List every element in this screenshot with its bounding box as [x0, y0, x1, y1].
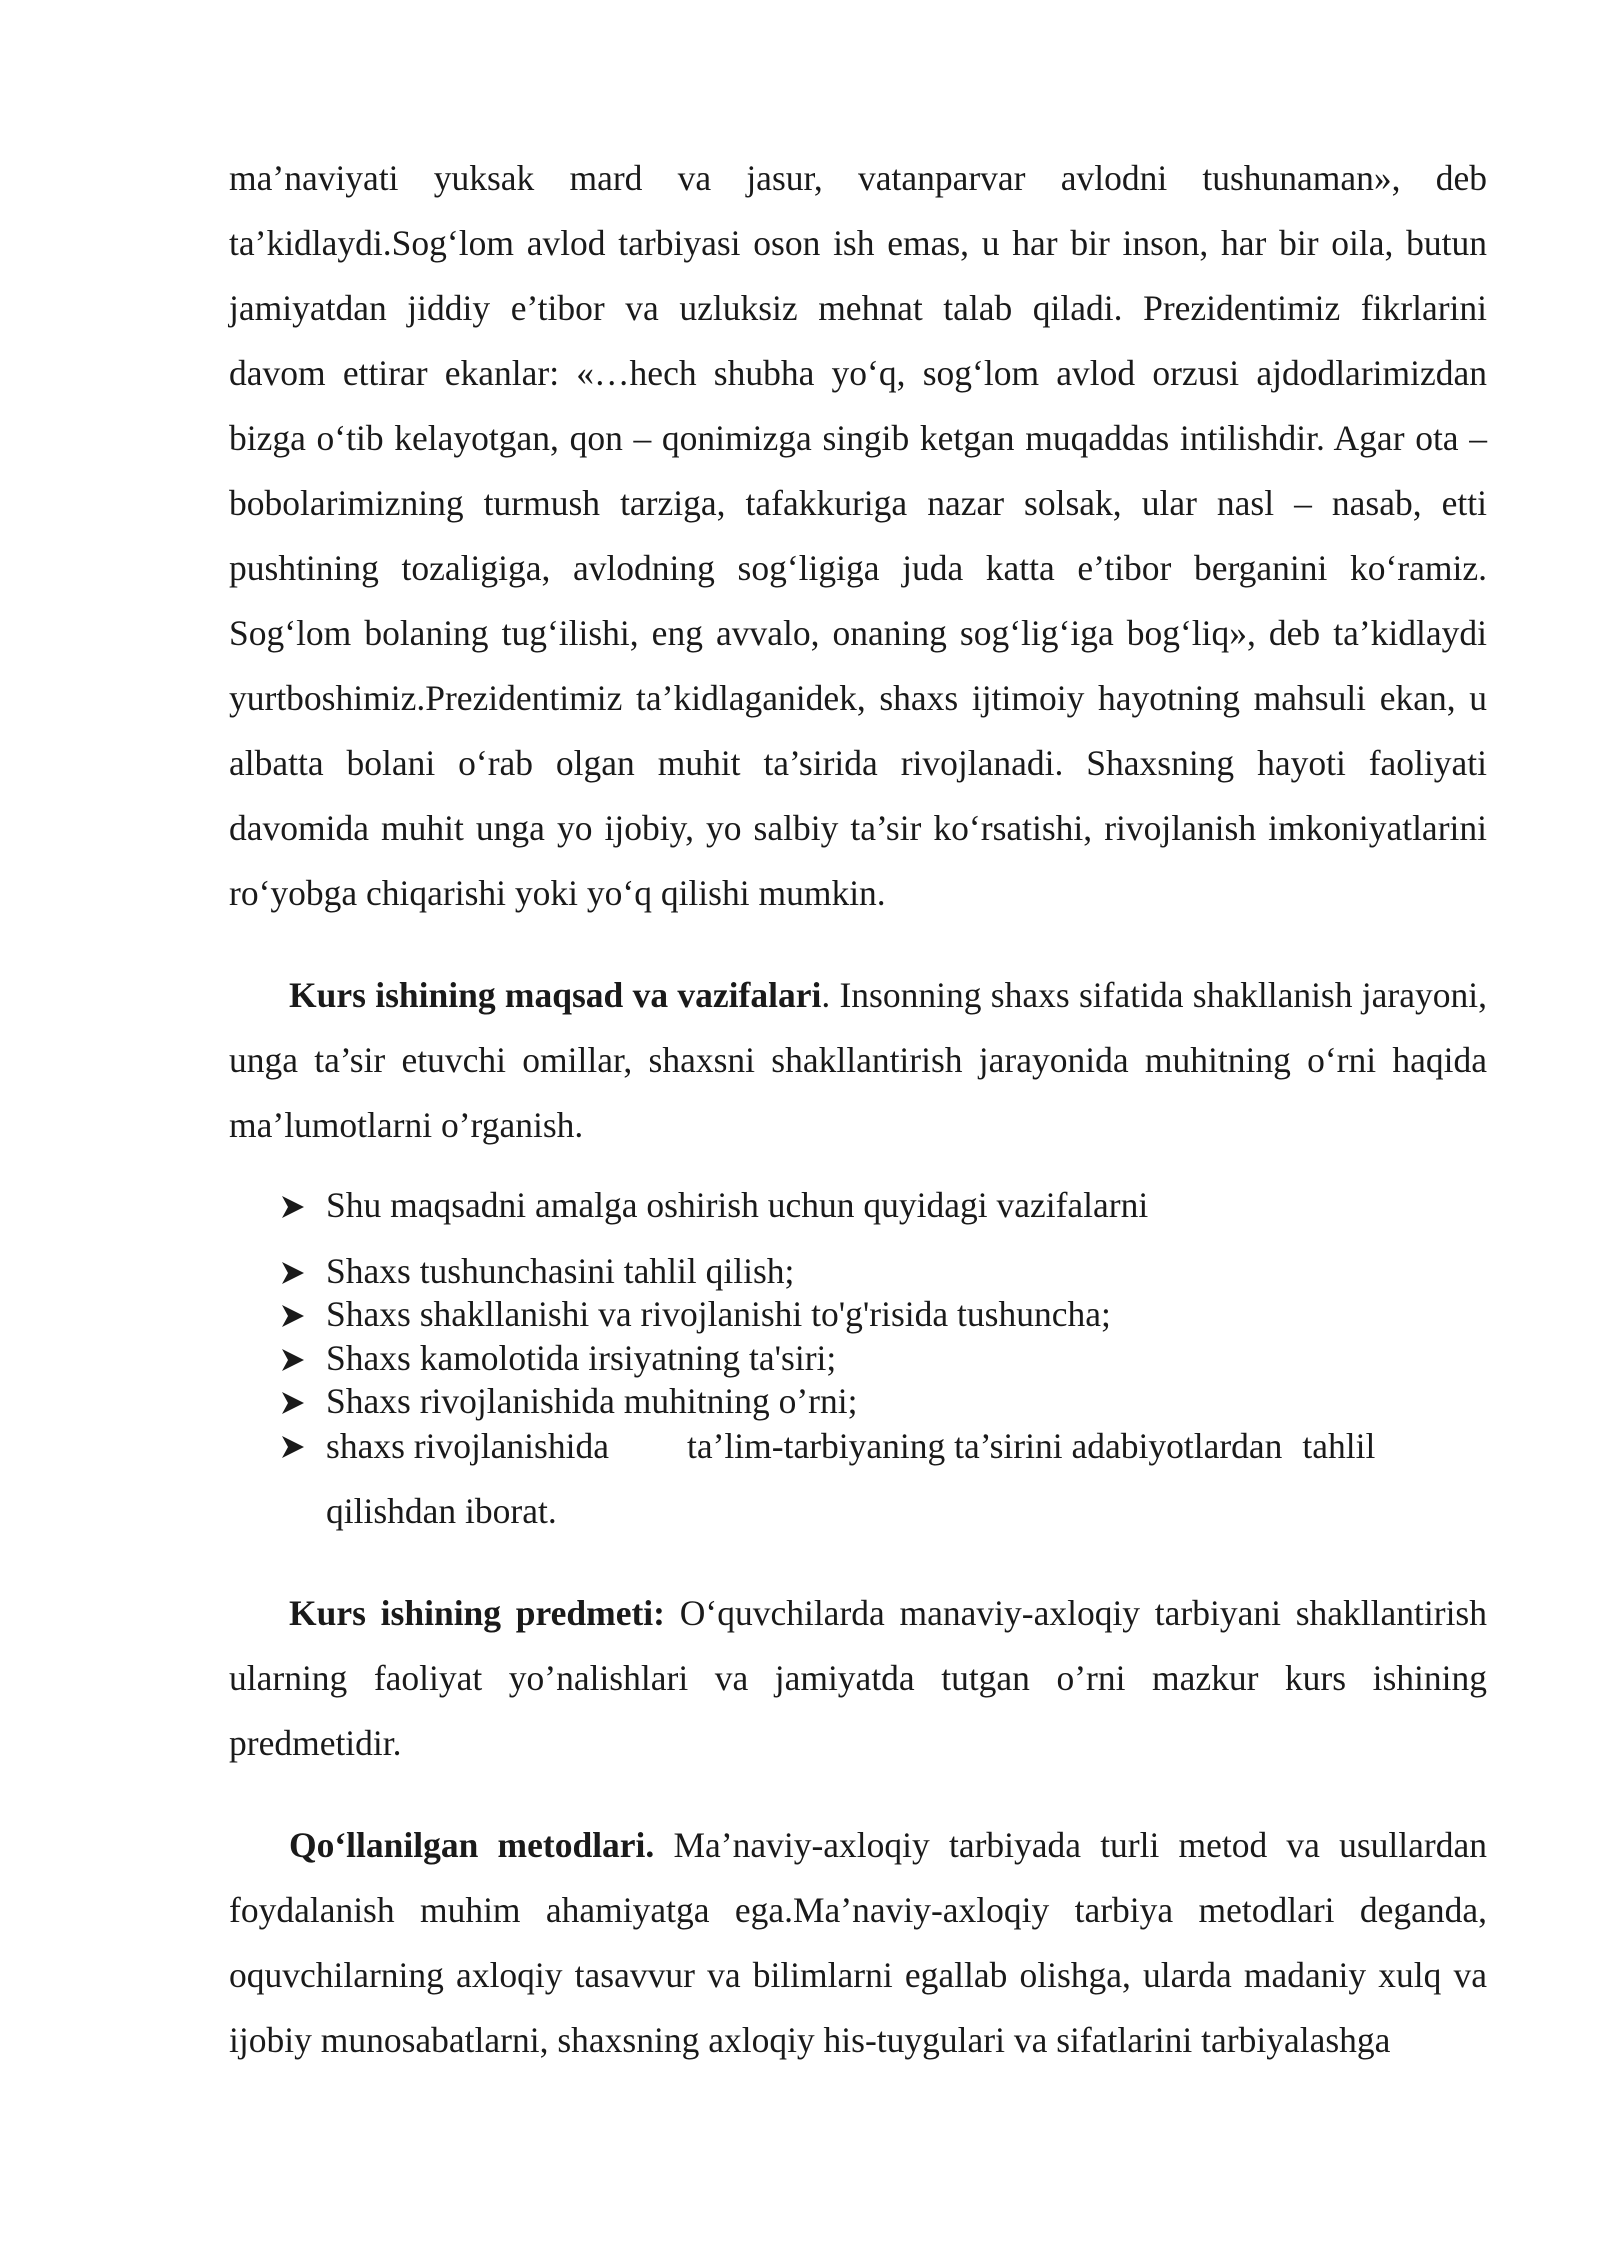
list-item-text-part3: tahlil qilishdan iborat.	[326, 1425, 1376, 1531]
arrow-bullet-icon	[280, 1194, 306, 1220]
list-item-text-part1: shaxs rivojlanishida	[326, 1425, 609, 1466]
list-item-text: Shu maqsadni amalga oshirish uchun quyidagi vazifalarni	[326, 1185, 1149, 1225]
arrow-bullet-icon	[280, 1347, 306, 1373]
paragraph-intro: ma’naviyati yuksak mard va jasur, vatanparvar avlodni tushunaman», deb ta’kidlaydi.Sog‘lom avlod tarbiyasi oson ish emas, u har bir inson, har bir oila, butun jamiyatdan jiddiy e’tibor va uzluksiz mehnat talab qiladi. Prezidentimiz fikrlarini davom ettirar ekanlar: «…hech shubha yo‘q, sog‘lom avlod orzusi ajdodlarimizdan bizga o‘tib kelayotgan, qon – qonimizga singib ketgan muqaddas intilishdir. Agar ota – bobolarimizning turmush tarziga, tafakkuriga nazar solsak, ular nasl – nasab, etti pushtining tozaligiga, avlodning sog‘ligiga juda katta e’tibor berganini ko‘ramiz. Sog‘lom bolaning tug‘ilishi, eng avvalo, onaning sog‘lig‘iga bog‘liq», deb ta’kidlaydi yurtboshimiz.Prezidentimiz ta’kidlaganidek, shaxs ijtimoiy hayotning mahsuli ekan, u albatta bolani o‘rab olgan muhit ta’sirida rivojlanadi. Shaxsning hayoti faoliyati davomida muhit unga yo ijobiy, yo salbiy ta’sir ko‘rsatishi, rivojlanish imkoniyatlarini ro‘yobga chiqarishi yoki yo‘q qilishi mumkin.	[229, 158, 1487, 913]
paragraph-methods	[229, 1813, 1487, 2073]
methods-heading: Qo‘llanilgan metodlari.	[289, 1824, 655, 1865]
arrow-bullet-icon	[280, 1390, 306, 1416]
list-item-text: Shaxs kamolotida irsiyatning ta'siri;	[326, 1337, 837, 1378]
arrow-bullet-icon	[280, 1303, 306, 1329]
list-item	[229, 1337, 1487, 1381]
methods-text: Ma’naviy-axloqiy tarbiyada turli metod va usullardan foydalanish muhim ahamiyatga ega.Ma’naviy-axloqiy tarbiya metodlari deganda, oquvchilarning axloqiy tasavvur va bilimlarni egallab olishga, ularda madaniy xulq va ijobiy munosabatlarni, shaxsning axloqiy his-tuygulari va sifatlarini tarbiyalashga	[229, 1824, 1487, 2060]
list-item	[229, 1293, 1487, 1337]
arrow-bullet-icon	[280, 1260, 306, 1286]
list-item	[229, 1184, 1487, 1228]
list-item	[229, 1250, 1487, 1294]
list-item-text-part2: ta’lim-tarbiyaning ta’sirini adabiyotlardan	[686, 1425, 1283, 1466]
subject-text: O‘quvchilarda manaviy-axloqiy tarbiyani shakllantirish ularning faoliyat yo’nalishlari va jamiyatda tutgan o’rni mazkur kurs ishining predmetidir.	[229, 1592, 1487, 1763]
list-item-text: Shaxs tushunchasini tahlil qilish;	[326, 1250, 795, 1291]
paragraph-goals	[229, 963, 1487, 1158]
list-item-text: Shaxs rivojlanishida muhitning o’rni;	[326, 1381, 858, 1421]
arrow-bullet-icon	[280, 1434, 306, 1460]
goals-text: . Insonning shaxs sifatida shakllanish jarayoni, unga ta’sir etuvchi omillar, shaxsni shakllantirish jarayonida muhitning o‘rni haqida ma’lumotlarni o’rganish.	[229, 975, 1487, 1145]
list-item-text: Shaxs shakllanishi va rivojlanishi to'g'risida tushuncha;	[326, 1294, 1111, 1334]
list-item	[229, 1414, 1487, 1544]
document-page	[229, 146, 1487, 2073]
subject-heading: Kurs ishining predmeti:	[289, 1592, 665, 1633]
paragraph-subject	[229, 1581, 1487, 1776]
task-list	[229, 1184, 1487, 1544]
goals-heading: Kurs ishining maqsad va vazifalari	[289, 975, 822, 1015]
